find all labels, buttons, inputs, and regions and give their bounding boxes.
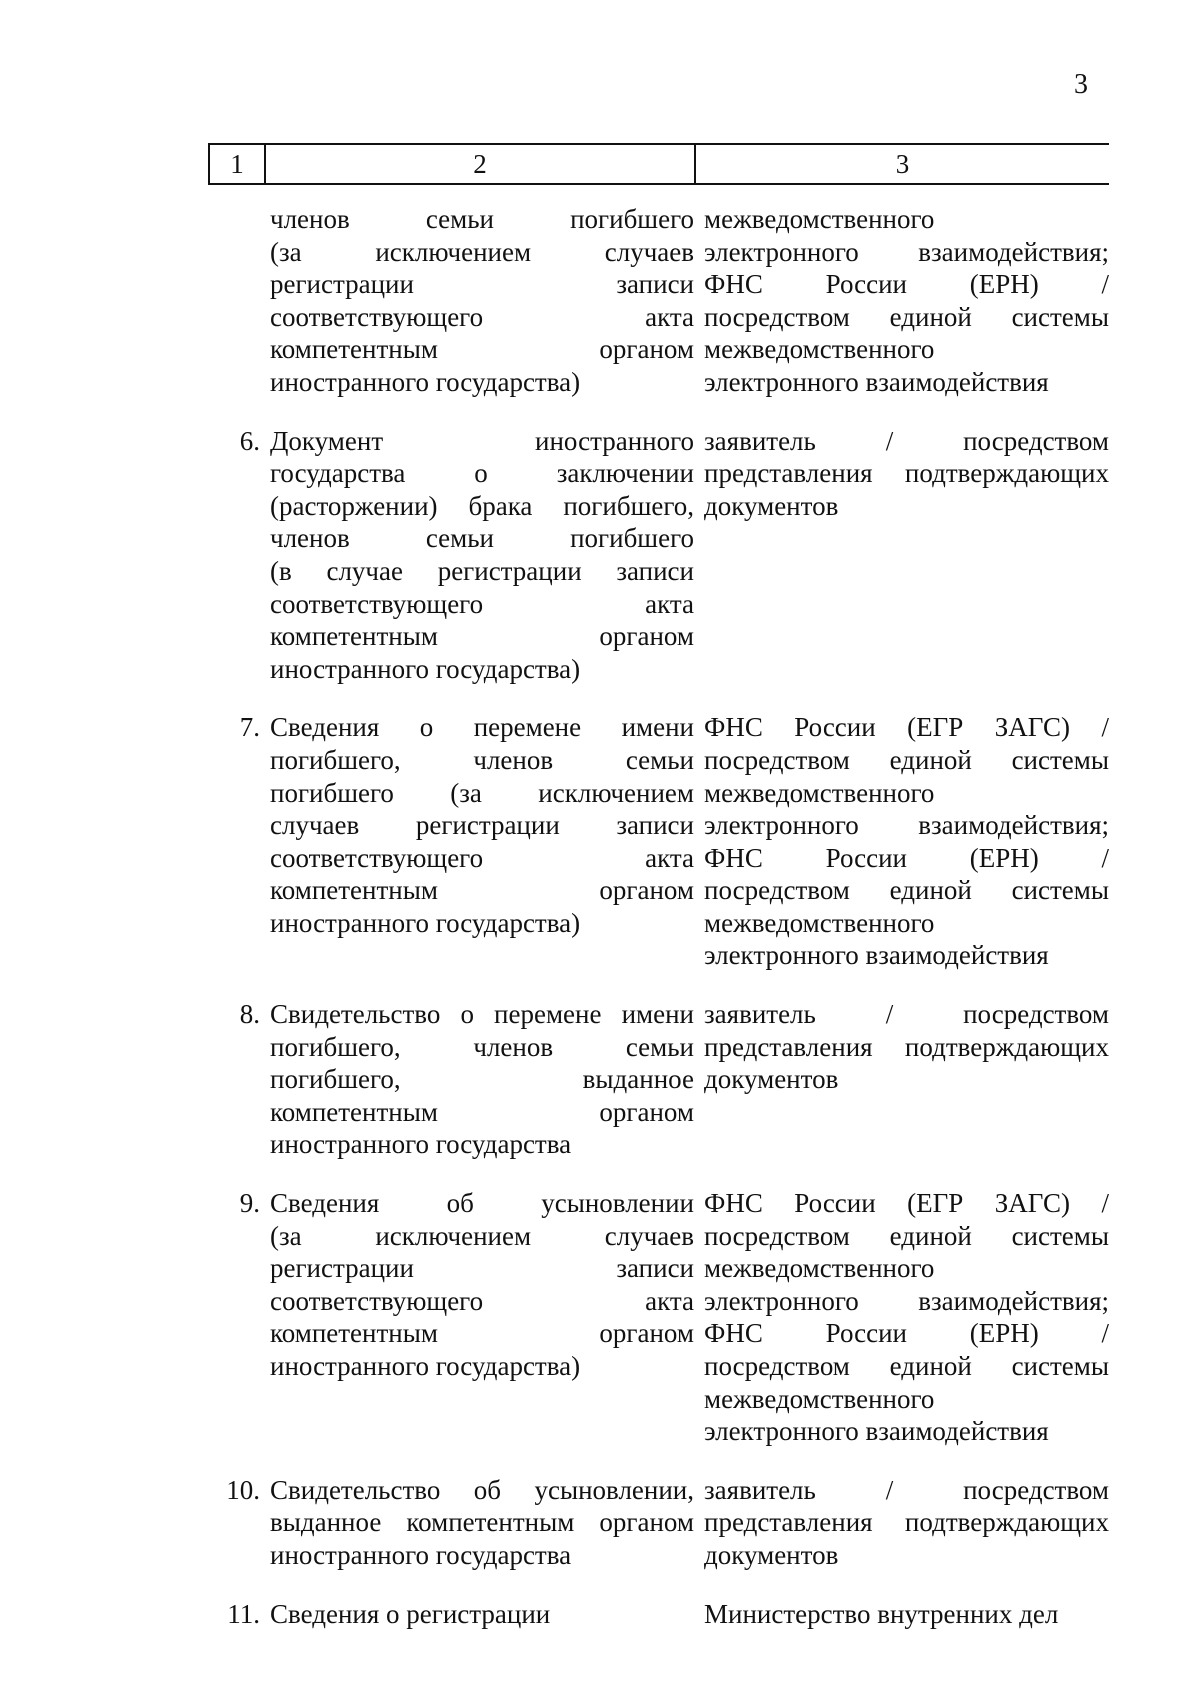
table-row bbox=[208, 998, 1109, 1161]
text-line: погибшего, членов семьи bbox=[270, 744, 694, 775]
row-number: 6. bbox=[239, 425, 260, 456]
text-line: государства о заключении bbox=[270, 458, 694, 489]
text-line: Министерство внутренних дел bbox=[704, 1598, 1059, 1629]
text-line: иностранного государства) bbox=[270, 366, 581, 397]
text-line: Сведения о регистрации bbox=[270, 1598, 551, 1629]
text-line: Документ иностранного bbox=[270, 425, 694, 456]
text-line: выданное компетентным органом bbox=[270, 1507, 694, 1538]
document-name-cell bbox=[270, 425, 694, 686]
text-line: иностранного государства bbox=[270, 1539, 572, 1570]
text-line: (за исключением случаев bbox=[270, 236, 694, 267]
text-line: посредством единой системы bbox=[704, 1351, 1109, 1381]
text-line: ФНС России (ЕГР ЗАГС) / bbox=[704, 712, 1109, 743]
text-line: погибшего (за исключением bbox=[270, 777, 694, 808]
text-line: электронного взаимодействия bbox=[704, 366, 1049, 397]
row-number: 10. bbox=[226, 1474, 260, 1505]
text-line: электронного взаимодействия bbox=[704, 1416, 1049, 1447]
source-cell bbox=[704, 998, 1109, 1096]
text-line: компетентным органом bbox=[270, 875, 694, 906]
document-name-cell bbox=[270, 1187, 694, 1383]
table-row bbox=[208, 203, 1109, 399]
text-line: Свидетельство о перемене имени bbox=[270, 999, 694, 1030]
text-line: регистрации записи bbox=[270, 269, 694, 300]
table-row bbox=[208, 1187, 1109, 1448]
row-number: 9. bbox=[239, 1188, 260, 1219]
text-line: межведомственного bbox=[704, 1383, 935, 1414]
text-line: погибшего, членов семьи bbox=[270, 1031, 694, 1062]
text-line: соответствующего акта bbox=[270, 588, 694, 619]
text-line: заявитель / посредством bbox=[704, 425, 1109, 456]
text-line: документов bbox=[704, 490, 839, 521]
text-line: иностранного государства) bbox=[270, 907, 581, 938]
text-line: Сведения об усыновлении bbox=[270, 1188, 694, 1219]
text-line: электронного взаимодействия bbox=[704, 940, 1049, 971]
text-line: Сведения о перемене имени bbox=[270, 712, 694, 743]
text-line: представления подтверждающих bbox=[704, 458, 1109, 489]
header-col-3: 3 bbox=[694, 145, 1109, 183]
text-line: межведомственного bbox=[704, 777, 935, 808]
text-line: ФНС России (ЕГР ЗАГС) / bbox=[704, 1188, 1109, 1219]
row-number: 7. bbox=[239, 712, 260, 743]
text-line: заявитель / посредством bbox=[704, 1474, 1109, 1505]
source-cell bbox=[704, 711, 1109, 972]
text-line: соответствующего акта bbox=[270, 1285, 694, 1316]
row-number: 11. bbox=[227, 1598, 260, 1629]
page-number: 3 bbox=[1074, 69, 1088, 100]
text-line: (в случае регистрации записи bbox=[270, 555, 694, 586]
document-name-cell bbox=[270, 203, 694, 399]
text-line: ФНС России (ЕРН) / bbox=[704, 269, 1109, 300]
text-line: соответствующего акта bbox=[270, 301, 694, 332]
text-line: случаев регистрации записи bbox=[270, 810, 694, 841]
text-line: иностранного государства bbox=[270, 1129, 572, 1160]
text-line: посредством единой системы bbox=[704, 744, 1109, 775]
text-line: электронного взаимодействия; bbox=[704, 810, 1109, 841]
text-line: электронного взаимодействия; bbox=[704, 236, 1109, 267]
text-line: посредством единой системы bbox=[704, 1220, 1109, 1251]
text-line: погибшего, выданное bbox=[270, 1064, 694, 1095]
text-line: представления подтверждающих bbox=[704, 1507, 1109, 1538]
document-name-cell bbox=[270, 711, 694, 939]
text-line: регистрации записи bbox=[270, 1253, 694, 1284]
text-line: посредством единой системы bbox=[704, 875, 1109, 906]
table-body bbox=[208, 203, 1109, 1656]
text-line: ФНС России (ЕРН) / bbox=[704, 1318, 1109, 1349]
text-line: ФНС России (ЕРН) / bbox=[704, 842, 1109, 873]
text-line: межведомственного bbox=[704, 334, 935, 365]
text-line: членов семьи погибшего bbox=[270, 523, 694, 554]
document-name-cell bbox=[270, 1598, 694, 1631]
text-line: (расторжении) брака погибшего, bbox=[270, 490, 694, 521]
text-line: иностранного государства) bbox=[270, 1351, 581, 1381]
text-line: посредством единой системы bbox=[704, 301, 1109, 332]
text-line: межведомственного bbox=[704, 1253, 935, 1284]
table-row bbox=[208, 711, 1109, 972]
text-line: представления подтверждающих bbox=[704, 1031, 1109, 1062]
text-line: электронного взаимодействия; bbox=[704, 1285, 1109, 1316]
table-row bbox=[208, 1474, 1109, 1572]
text-line: документов bbox=[704, 1064, 839, 1095]
document-name-cell bbox=[270, 998, 694, 1161]
source-cell bbox=[704, 425, 1109, 523]
text-line: документов bbox=[704, 1539, 839, 1570]
text-line: компетентным органом bbox=[270, 1318, 694, 1349]
text-line: иностранного государства) bbox=[270, 653, 581, 684]
text-line: заявитель / посредством bbox=[704, 999, 1109, 1030]
text-line: компетентным органом bbox=[270, 334, 694, 365]
text-line: соответствующего акта bbox=[270, 842, 694, 873]
table-header bbox=[208, 143, 1109, 185]
text-line: членов семьи погибшего bbox=[270, 204, 694, 234]
row-number: 8. bbox=[239, 999, 260, 1030]
source-cell bbox=[704, 203, 1109, 399]
table-row bbox=[208, 425, 1109, 686]
header-col-1: 1 bbox=[208, 145, 264, 183]
table-row bbox=[208, 1598, 1109, 1631]
source-cell bbox=[704, 1598, 1109, 1631]
header-col-2: 2 bbox=[264, 145, 694, 183]
source-cell bbox=[704, 1474, 1109, 1572]
text-line: (за исключением случаев bbox=[270, 1220, 694, 1251]
text-line: компетентным органом bbox=[270, 1096, 694, 1127]
text-line: компетентным органом bbox=[270, 621, 694, 652]
text-line: Свидетельство об усыновлении, bbox=[270, 1474, 694, 1505]
text-line: межведомственного bbox=[704, 204, 935, 234]
text-line: межведомственного bbox=[704, 907, 935, 938]
source-cell bbox=[704, 1187, 1109, 1448]
document-name-cell bbox=[270, 1474, 694, 1572]
